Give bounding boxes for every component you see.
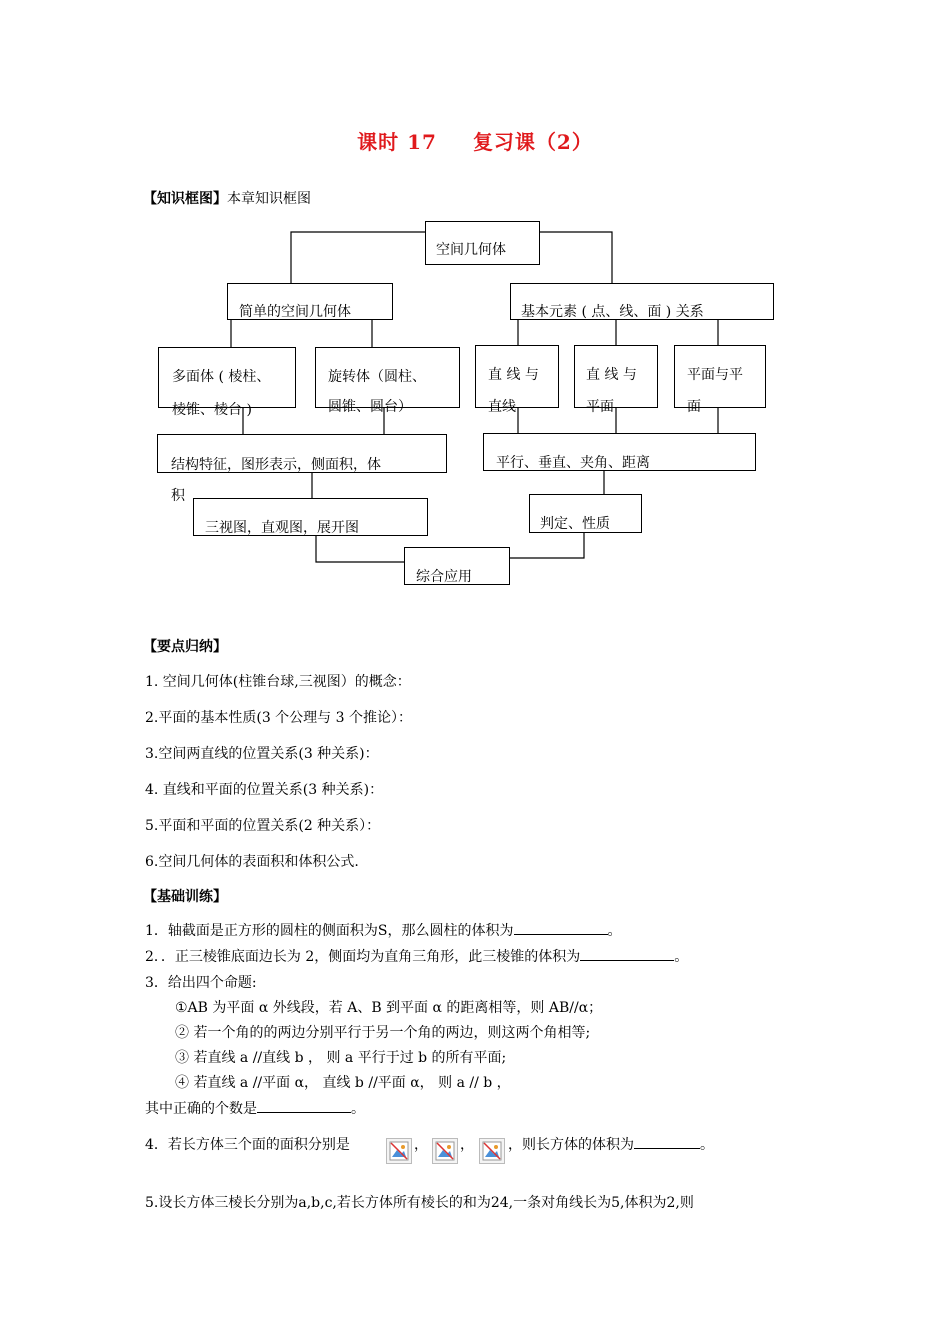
node-polyhedron-line1: 多面体 ( 棱柱、 [172,369,271,385]
key-points-heading: 【要点归纳】 [143,639,227,655]
exercise-4-start: 4．若长方体三个面的面积分别是 [145,1137,350,1153]
node-views-label: 三视图，直观图，展开图 [205,520,359,536]
exercise-4-sep-1: ， [414,1137,428,1153]
exercise-3-option-1: ①AB 为平面 α 外线段，若 A、B 到平面 α 的距离相等，则 AB//α； [175,1000,603,1016]
key-point-2: 2.平面的基本性质(3 个公理与 3 个推论）： [145,710,412,726]
key-point-4: 4. 直线和平面的位置关系(3 种关系)： [145,782,384,798]
exercise-3-question [145,1098,365,1118]
exercise-4-end-row [508,1134,714,1154]
exercise-1 [145,920,622,940]
node-simple-solids-label: 简单的空间几何体 [239,304,351,320]
exercise-3-option-2: ② 若一个角的的两边分别平行于另一个角的两边，则这两个角相等; [175,1025,591,1041]
key-point-6: 6.空间几何体的表面积和体积公式. [145,854,359,870]
exercise-3-option-4: ④ 若直线 a //平面 α， 直线 b //平面 α， 则 a // b ， [175,1075,511,1091]
node-line-line-line1: 直 线 与 [488,367,539,383]
exercises-heading: 【基础训练】 [143,889,227,905]
broken-image-icon [432,1138,458,1164]
node-structure-line2: 积 [171,488,185,504]
node-rotation-line1: 旋转体（圆柱、 [328,369,426,385]
exercise-4-end: 。 [700,1137,714,1153]
key-point-3: 3.空间两直线的位置关系(3 种关系)： [145,746,379,762]
exercise-3-option-3: ③ 若直线 a //直线 b ， 则 a 平行于过 b 的所有平面; [175,1050,507,1066]
key-point-1: 1. 空间几何体(柱锥台球,三视图）的概念： [145,674,411,690]
framework-subtitle: 本章知识框图 [227,191,311,207]
title-lesson: 课时 17 [357,130,437,154]
diagram-connectors [0,0,950,620]
node-line-plane-line1: 直 线 与 [586,367,637,383]
node-root-label: 空间几何体 [436,242,506,258]
answer-blank-3[interactable] [257,1112,351,1113]
node-basic-elements-label: 基本元素 ( 点、线、面 ) 关系 [521,304,704,320]
title-topic: 复习课（2） [472,130,593,154]
broken-image-icon [479,1138,505,1164]
exercise-3-end: 。 [351,1101,365,1117]
node-plane-plane-line1: 平面与平 [687,367,743,383]
node-plane-plane-line2: 面 [687,399,701,415]
exercise-4-mid: ，则长方体的体积为 [508,1137,634,1153]
node-integrated-label: 综合应用 [416,569,472,585]
answer-blank-4[interactable] [634,1148,700,1149]
answer-blank-1[interactable] [514,934,608,935]
exercise-3-tail: 其中正确的个数是 [145,1101,257,1117]
key-point-5: 5.平面和平面的位置关系(2 种关系）： [145,818,381,834]
node-judgement-label: 判定、性质 [540,516,610,532]
exercise-4-sep-2: ， [460,1137,474,1153]
node-polyhedron-line2: 棱锥、棱台 ) [172,402,252,418]
exercise-1-text: 1．轴截面是正方形的圆柱的侧面积为S，那么圆柱的体积为 [145,923,514,939]
exercise-2-end: 。 [674,949,689,965]
exercise-1-end: 。 [607,923,622,939]
node-rotation-line2: 圆锥、圆台） [328,399,412,415]
node-relations-label: 平行、垂直、夹角、距离 [496,455,650,471]
node-structure-line1: 结构特征，图形表示，侧面积，体 [171,457,381,473]
framework-heading: 【知识框图】 [143,191,227,207]
node-line-plane-line2: 平面 [586,399,614,415]
answer-blank-2[interactable] [580,960,674,961]
exercise-2-text: 2．．正三棱锥底面边长为 2，侧面均为直角三角形，此三棱锥的体积为 [145,949,581,965]
broken-image-icon [386,1138,412,1164]
exercise-3: 3．给出四个命题: [145,975,257,991]
node-line-line-line2: 直线 [488,399,516,415]
exercise-2 [145,946,688,966]
exercise-5: 5.设长方体三棱长分别为a,b,c,若长方体所有棱长的和为24,一条对角线长为5,体积为2,则 [145,1195,694,1211]
